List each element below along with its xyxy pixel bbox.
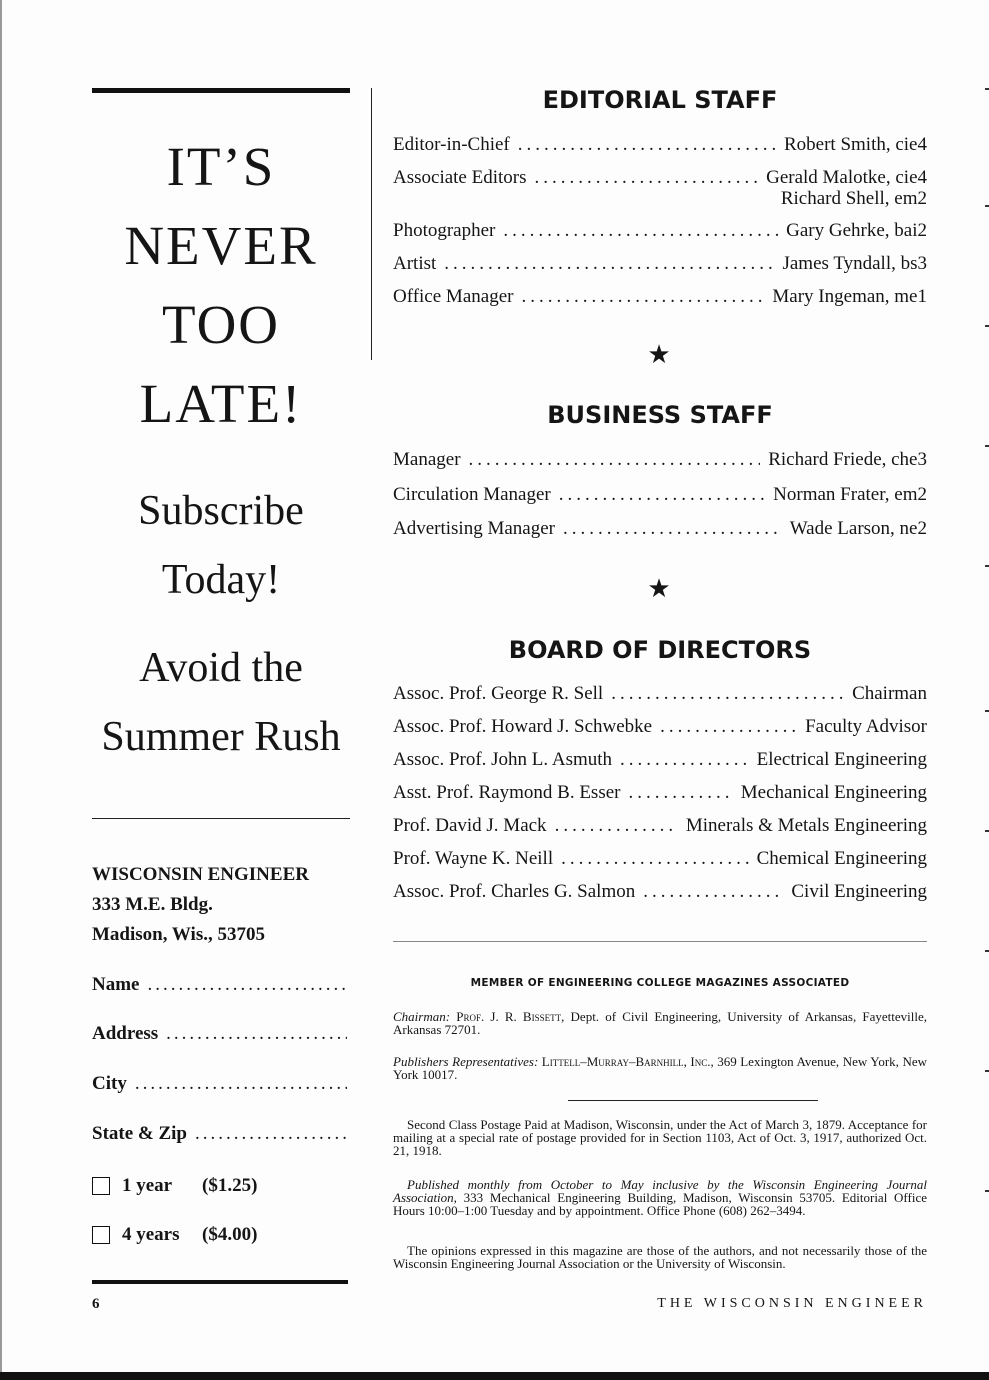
leader-dots [620,749,749,771]
position: Faculty Advisor [805,716,927,737]
role: Photographer [393,220,496,241]
field-label: Address [92,1023,159,1044]
board-row [393,716,927,744]
option-1-year[interactable] [92,1175,257,1197]
page-number: 6 [92,1296,100,1312]
margin-mark [985,710,989,712]
chairman-paragraph [393,1010,927,1036]
staff-name: Gary Gehrke, bai2 [786,220,927,241]
running-footer: THE WISCONSIN ENGINEER [657,1296,927,1311]
staff-row [393,134,927,162]
subscribe-line: Subscribe [138,488,304,534]
role: Advertising Manager [393,518,555,539]
divider-right [393,941,927,942]
member-heading: MEMBER OF ENGINEERING COLLEGE MAGAZINES ASSOCIATED [470,977,850,989]
avoid-line: Avoid the [139,645,303,691]
checkbox[interactable] [92,1177,110,1195]
column-divider [371,88,372,360]
margin-mark [985,325,989,327]
person: Assoc. Prof. George R. Sell [393,683,604,704]
reps-paragraph [393,1055,927,1081]
fill-line[interactable] [166,1023,347,1045]
postage-paragraph: Second Class Postage Paid at Madison, Wisconsin, under the Act of March 3, 1879. Acceptance for mailing at a special rate of postage provided for in Section 1103, Act of Oct. 3, 1917, authorized Oct. 21, 1918. [393,1117,927,1158]
field-label: Name [92,974,140,995]
headline-line: TOO [161,294,281,355]
scan-bottom-edge [0,1372,989,1380]
divider-left [92,818,350,819]
role: Office Manager [393,286,514,307]
position: Electrical Engineering [756,749,927,770]
position: Mechanical Engineering [740,782,927,803]
leader-dots [503,220,778,242]
leader-dots [611,683,844,705]
reps-label: Publishers Representatives: [393,1054,539,1069]
staff-row [393,220,927,248]
avoid-summer-rush [80,634,362,772]
address-line: WISCONSIN ENGINEER [92,864,309,885]
person: Asst. Prof. Raymond B. Esser [393,782,621,803]
star-icon: ★ [647,340,671,369]
staff-row [393,286,927,314]
role: Circulation Manager [393,484,551,505]
state-zip-field[interactable] [92,1123,347,1153]
bottom-rule-left [92,1280,348,1284]
name-field[interactable] [92,974,347,1004]
address-field[interactable] [92,1023,347,1053]
chairman-text: Dept. of Civil Engineering, University of Arkansas, Fayetteville, Arkansas 72701. [393,1009,928,1037]
margin-mark [985,1190,989,1192]
chairman-name: Prof. J. R. Bissett, [456,1009,565,1024]
person: Assoc. Prof. Howard J. Schwebke [393,716,653,737]
board-row [393,881,927,909]
option-price: ($4.00) [202,1224,258,1245]
staff-row [393,518,927,546]
address-line: 333 M.E. Bldg. [92,894,213,915]
person: Assoc. Prof. John L. Asmuth [393,749,613,770]
editorial-title: EDITORIAL STAFF [542,86,778,114]
margin-mark [985,565,989,567]
avoid-line: Summer Rush [101,714,341,760]
short-divider [568,1100,818,1101]
person: Assoc. Prof. Charles G. Salmon [393,881,636,902]
page-edge [0,0,2,1380]
business-title: BUSINESS STAFF [547,401,773,429]
leader-dots [628,782,732,804]
opinions-paragraph: The opinions expressed in this magazine are those of the authors, and not necessarily those of the Wisconsin Engineering Journal Association or the University of Wisconsin. [393,1243,927,1271]
leader-dots [643,881,783,903]
position: Minerals & Metals Engineering [685,815,927,836]
margin-mark [985,950,989,952]
board-row [393,683,927,711]
staff-name: James Tyndall, bs3 [782,253,927,274]
leader-dots [660,716,797,738]
position: Chemical Engineering [756,848,927,869]
margin-mark [985,88,989,90]
leader-dots [563,518,782,540]
role: Editor-in-Chief [393,134,510,155]
board-row [393,749,927,777]
staff-name: Richard Shell, em2 [780,188,927,209]
margin-mark [985,205,989,207]
staff-row [393,449,927,477]
staff-name: Norman Frater, em2 [773,484,927,505]
leader-dots [559,484,765,506]
role: Manager [393,449,461,470]
reps-name: Littell–Murray–Barnhill, Inc., [541,1054,714,1069]
option-term: 4 years [122,1224,180,1245]
reps-text: 369 Lexington Avenue, New York, New York 10017. [393,1054,927,1082]
option-4-years[interactable] [92,1224,257,1246]
subscribe-line: Today! [161,557,281,603]
board-title: BOARD OF DIRECTORS [508,636,812,664]
field-label: City [92,1073,127,1094]
person: Prof. David J. Mack [393,815,547,836]
chairman-label: Chairman: [393,1009,451,1024]
staff-name: Mary Ingeman, me1 [772,286,927,307]
headline-line: LATE! [139,373,303,434]
staff-name: Robert Smith, cie4 [783,134,927,155]
fill-line[interactable] [135,1073,347,1095]
staff-name: Gerald Malotke, cie4 [766,167,927,188]
headline-line: IT’S [166,136,276,197]
margin-mark [985,445,989,447]
staff-name: Wade Larson, ne2 [789,518,927,539]
leader-dots [521,286,764,308]
star-icon: ★ [647,574,671,603]
published-paragraph [393,1178,927,1217]
leader-dots [469,449,761,471]
position: Chairman [852,683,927,704]
margin-mark [985,830,989,832]
subscribe-today [80,477,362,615]
board-row [393,782,927,810]
address-line: Madison, Wis., 53705 [92,924,265,945]
leader-dots [444,253,774,275]
checkbox[interactable] [92,1226,110,1244]
board-row [393,815,927,843]
person: Prof. Wayne K. Neill [393,848,554,869]
mailing-address [92,860,309,950]
headline-line: NEVER [124,215,318,276]
headline [92,128,350,444]
leader-dots [518,134,776,156]
role: Artist [393,253,437,274]
leader-dots [555,815,678,837]
role: Associate Editors [393,167,527,188]
staff-row [393,484,927,512]
leader-dots [535,167,759,189]
field-label: State & Zip [92,1123,187,1144]
staff-name: Richard Friede, che3 [768,449,927,470]
published-italic: Published monthly from October to May inclusive by the Wisconsin Engineering Journal Association, [393,1177,927,1205]
option-term: 1 year [122,1175,173,1196]
fill-line[interactable] [195,1123,347,1145]
leader-dots [561,848,748,870]
top-rule-left [92,88,350,93]
fill-line[interactable] [147,974,347,996]
margin-mark [985,1070,989,1072]
published-text: 333 Mechanical Engineering Building, Madison, Wisconsin 53705. Editorial Office Hours 10:00–1:00 Tuesday and by appointment. Office Phone (608) 262–3494. [393,1190,928,1218]
board-row [393,848,927,876]
option-price: ($1.25) [202,1175,258,1196]
position: Civil Engineering [791,881,927,902]
city-field[interactable] [92,1073,347,1103]
staff-row [393,253,927,281]
